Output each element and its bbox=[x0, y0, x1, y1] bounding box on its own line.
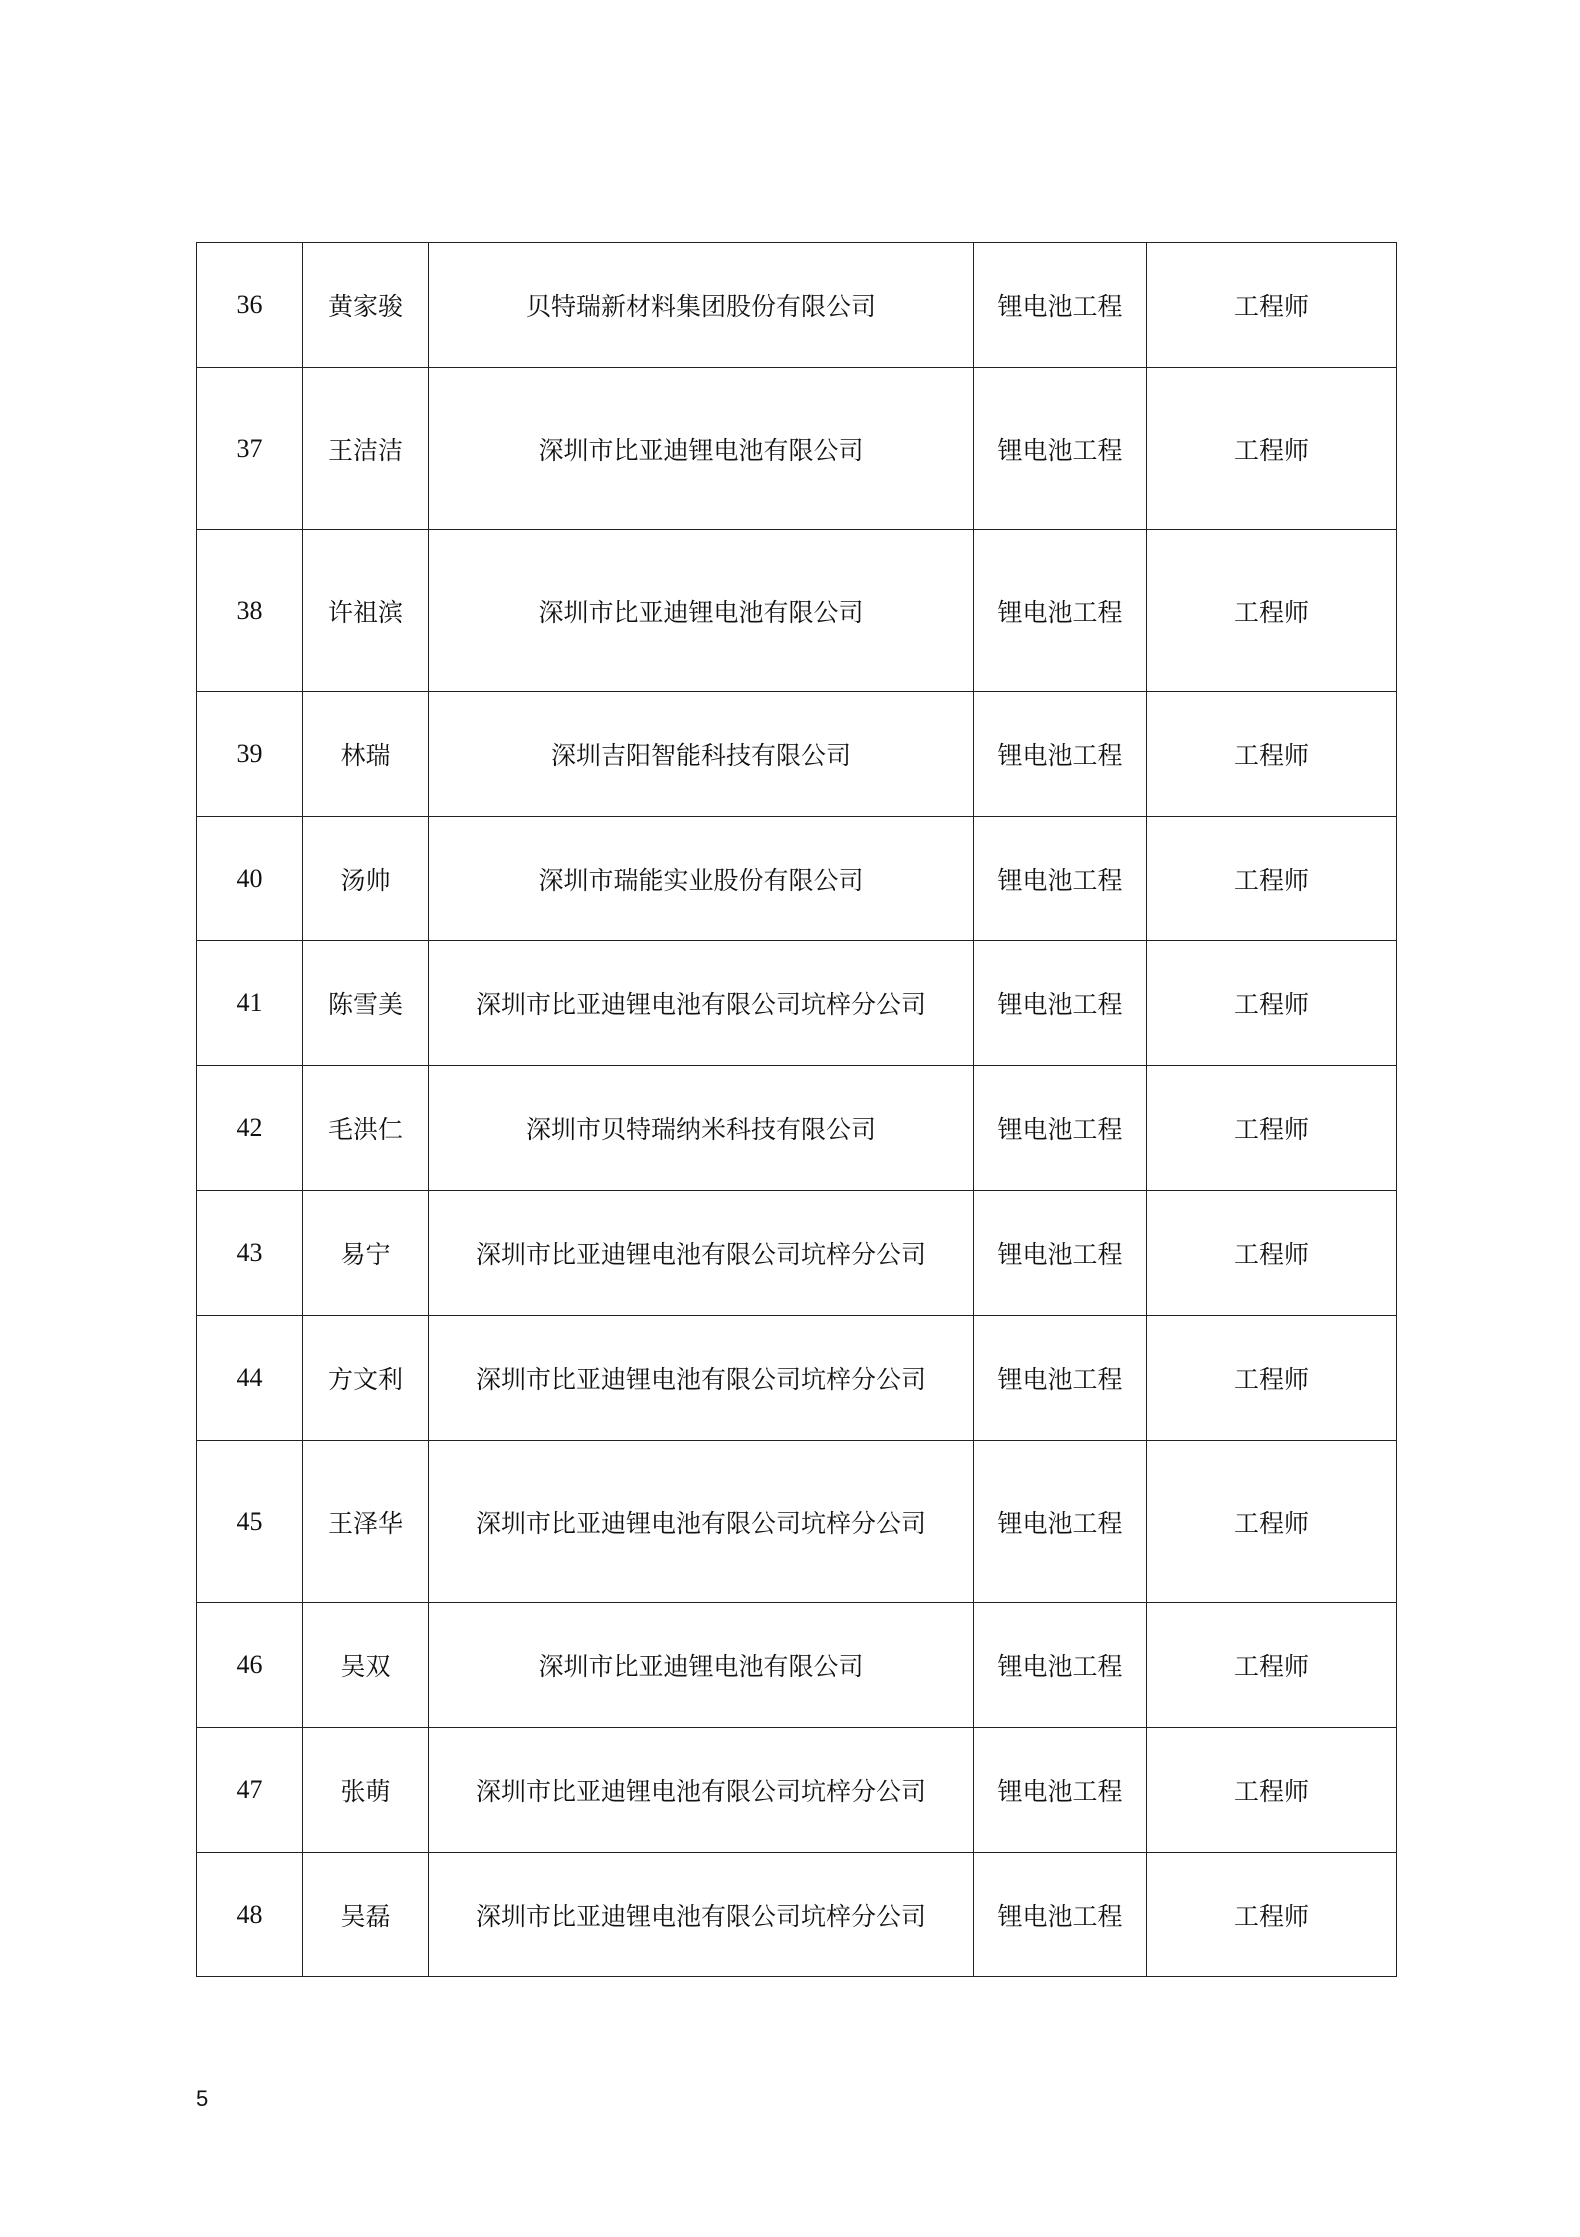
qualification-title: 工程师 bbox=[1147, 692, 1397, 817]
person-name: 陈雪美 bbox=[303, 941, 429, 1066]
row-number: 39 bbox=[197, 692, 303, 817]
table-row bbox=[197, 1603, 1397, 1728]
table-row bbox=[197, 530, 1397, 692]
person-name: 易宁 bbox=[303, 1191, 429, 1316]
specialty-field: 锂电池工程 bbox=[974, 1066, 1147, 1191]
person-name: 王泽华 bbox=[303, 1441, 429, 1603]
table-row bbox=[197, 1066, 1397, 1191]
specialty-field: 锂电池工程 bbox=[974, 1728, 1147, 1853]
table-row bbox=[197, 941, 1397, 1066]
table-row bbox=[197, 1441, 1397, 1603]
qualification-title: 工程师 bbox=[1147, 1066, 1397, 1191]
row-number: 43 bbox=[197, 1191, 303, 1316]
company-name: 深圳市比亚迪锂电池有限公司 bbox=[429, 1603, 974, 1728]
company-name: 深圳市比亚迪锂电池有限公司坑梓分公司 bbox=[429, 941, 974, 1066]
row-number: 44 bbox=[197, 1316, 303, 1441]
company-name: 深圳市比亚迪锂电池有限公司坑梓分公司 bbox=[429, 1441, 974, 1603]
qualification-title: 工程师 bbox=[1147, 1316, 1397, 1441]
table-row bbox=[197, 817, 1397, 941]
row-number: 45 bbox=[197, 1441, 303, 1603]
company-name: 深圳市比亚迪锂电池有限公司坑梓分公司 bbox=[429, 1191, 974, 1316]
row-number: 36 bbox=[197, 243, 303, 368]
company-name: 深圳市贝特瑞纳米科技有限公司 bbox=[429, 1066, 974, 1191]
specialty-field: 锂电池工程 bbox=[974, 1191, 1147, 1316]
person-name: 方文利 bbox=[303, 1316, 429, 1441]
specialty-field: 锂电池工程 bbox=[974, 368, 1147, 530]
specialty-field: 锂电池工程 bbox=[974, 243, 1147, 368]
qualification-title: 工程师 bbox=[1147, 1603, 1397, 1728]
table-row bbox=[197, 1728, 1397, 1853]
company-name: 深圳市瑞能实业股份有限公司 bbox=[429, 817, 974, 941]
person-name: 许祖滨 bbox=[303, 530, 429, 692]
row-number: 37 bbox=[197, 368, 303, 530]
specialty-field: 锂电池工程 bbox=[974, 1853, 1147, 1977]
person-name: 张萌 bbox=[303, 1728, 429, 1853]
specialty-field: 锂电池工程 bbox=[974, 817, 1147, 941]
company-name: 深圳吉阳智能科技有限公司 bbox=[429, 692, 974, 817]
specialty-field: 锂电池工程 bbox=[974, 530, 1147, 692]
row-number: 48 bbox=[197, 1853, 303, 1977]
company-name: 深圳市比亚迪锂电池有限公司坑梓分公司 bbox=[429, 1853, 974, 1977]
specialty-field: 锂电池工程 bbox=[974, 941, 1147, 1066]
company-name: 深圳市比亚迪锂电池有限公司坑梓分公司 bbox=[429, 1728, 974, 1853]
personnel-table bbox=[196, 242, 1397, 1977]
table-row bbox=[197, 1191, 1397, 1316]
qualification-title: 工程师 bbox=[1147, 243, 1397, 368]
page-number: 5 bbox=[196, 2086, 209, 2111]
specialty-field: 锂电池工程 bbox=[974, 692, 1147, 817]
specialty-field: 锂电池工程 bbox=[974, 1316, 1147, 1441]
person-name: 吴磊 bbox=[303, 1853, 429, 1977]
specialty-field: 锂电池工程 bbox=[974, 1603, 1147, 1728]
table-row bbox=[197, 1316, 1397, 1441]
person-name: 汤帅 bbox=[303, 817, 429, 941]
specialty-field: 锂电池工程 bbox=[974, 1441, 1147, 1603]
qualification-title: 工程师 bbox=[1147, 368, 1397, 530]
row-number: 47 bbox=[197, 1728, 303, 1853]
company-name: 深圳市比亚迪锂电池有限公司坑梓分公司 bbox=[429, 1316, 974, 1441]
row-number: 38 bbox=[197, 530, 303, 692]
person-name: 林瑞 bbox=[303, 692, 429, 817]
company-name: 深圳市比亚迪锂电池有限公司 bbox=[429, 530, 974, 692]
qualification-title: 工程师 bbox=[1147, 1441, 1397, 1603]
table-row bbox=[197, 1853, 1397, 1977]
person-name: 王洁洁 bbox=[303, 368, 429, 530]
person-name: 吴双 bbox=[303, 1603, 429, 1728]
qualification-title: 工程师 bbox=[1147, 1728, 1397, 1853]
table-row bbox=[197, 692, 1397, 817]
qualification-title: 工程师 bbox=[1147, 817, 1397, 941]
company-name: 深圳市比亚迪锂电池有限公司 bbox=[429, 368, 974, 530]
person-name: 毛洪仁 bbox=[303, 1066, 429, 1191]
row-number: 42 bbox=[197, 1066, 303, 1191]
row-number: 41 bbox=[197, 941, 303, 1066]
person-name: 黄家骏 bbox=[303, 243, 429, 368]
row-number: 46 bbox=[197, 1603, 303, 1728]
qualification-title: 工程师 bbox=[1147, 1853, 1397, 1977]
personnel-table-body bbox=[197, 243, 1397, 1977]
qualification-title: 工程师 bbox=[1147, 1191, 1397, 1316]
table-row bbox=[197, 243, 1397, 368]
table-row bbox=[197, 368, 1397, 530]
qualification-title: 工程师 bbox=[1147, 530, 1397, 692]
qualification-title: 工程师 bbox=[1147, 941, 1397, 1066]
row-number: 40 bbox=[197, 817, 303, 941]
company-name: 贝特瑞新材料集团股份有限公司 bbox=[429, 243, 974, 368]
